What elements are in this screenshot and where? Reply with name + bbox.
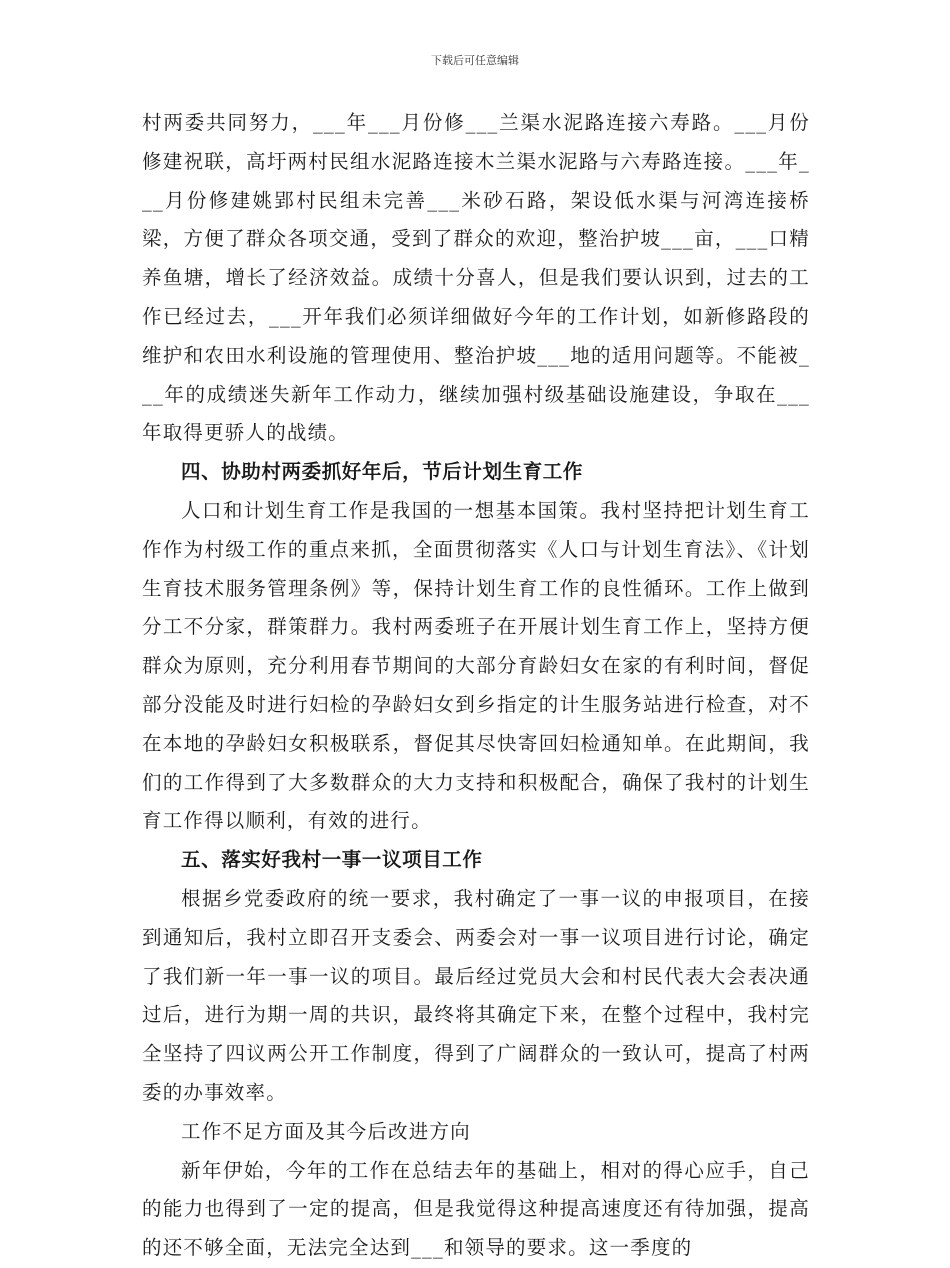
heading-one-matter-one-discussion: 五、落实好我村一事一议项目工作: [181, 848, 483, 872]
paragraph-one-matter-one-discussion: 根据乡党委政府的统一要求，我村确定了一事一议的申报项目，在接到通知后，我村立即召开支委会、两委会对一事一议项目进行讨论，确定了我们新一年一事一议的项目。最后经过党员大会和村民代表大会表决通过后，进行为期一周的共识，最终将其确定下来，在整个过程中，我村完全坚持了四议两公开工作制度，得到了广阔群众的一致认可，提高了村两委的办事效率。: [142, 886, 810, 1104]
heading-family-planning: 四、协助村两委抓好年后，节后计划生育工作: [181, 460, 584, 484]
paragraph-shortcomings: 新年伊始，今年的工作在总结去年的基础上，相对的得心应手，自己的能力也得到了一定的提高，但是我觉得这种提高速度还有待加强，提高的还不够全面，无法完全达到___和领导的要求。这一季度的: [142, 1158, 810, 1260]
subheading-shortcomings: 工作不足方面及其今后改进方向: [181, 1119, 471, 1143]
paragraph-infrastructure-cont: 村两委共同努力，___年___月份修___兰渠水泥路连接六寿路。___月份修建祝联，高圩两村民组水泥路连接木兰渠水泥路与六寿路连接。___年___月份修建姚郢村民组未完善___米砂石路，架设低水渠与河湾连接桥梁，方便了群众各项交通，受到了群众的欢迎，整治护坡___亩，___口精养鱼塘，增长了经济效益。成绩十分喜人，但是我们要认识到，过去的工作已经过去，___开年我们必须详细做好今年的工作计划，如新修路段的维护和农田水利设施的管理使用、整治护坡___地的适用问题等。不能被___年的成绩迷失新年工作动力，继续加强村级基础设施建设，争取在___年取得更骄人的战绩。: [142, 111, 810, 445]
page-header: 下载后可任意编辑: [431, 54, 519, 67]
paragraph-family-planning: 人口和计划生育工作是我国的一想基本国策。我村坚持把计划生育工作作为村级工作的重点来抓，全面贯彻落实《人口与计划生育法》、《计划生育技术服务管理条例》等，保持计划生育工作的良性循环。工作上做到分工不分家，群策群力。我村两委班子在开展计划生育工作上，坚持方便群众为原则，充分利用春节期间的大部分育龄妇女在家的有利时间，督促部分没能及时进行妇检的孕龄妇女到乡指定的计生服务站进行检查，对不在本地的孕龄妇女积极联系，督促其尽快寄回妇检通知单。在此期间，我们的工作得到了大多数群众的大力支持和积极配合，确保了我村的计划生育工作得以顺利，有效的进行。: [142, 498, 810, 833]
document-body: [142, 104, 810, 1268]
